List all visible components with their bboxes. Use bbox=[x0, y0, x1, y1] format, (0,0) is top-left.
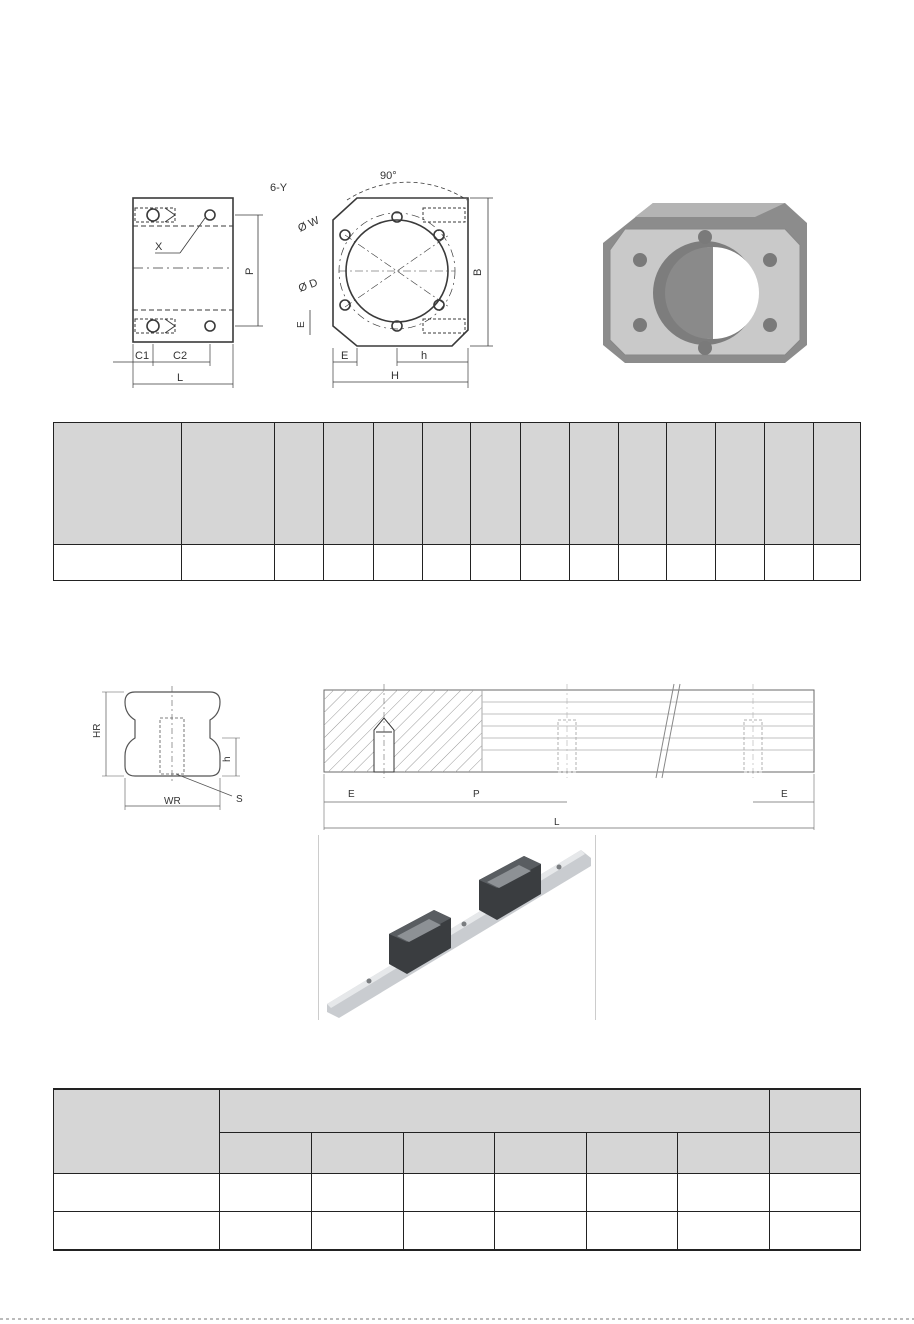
bearing-block-spec-table bbox=[53, 422, 861, 581]
table-cell bbox=[570, 545, 619, 581]
label-e-right: E bbox=[781, 789, 788, 800]
label-rail-h: h bbox=[222, 756, 233, 762]
table-cell bbox=[521, 545, 570, 581]
table-cell bbox=[619, 545, 667, 581]
header-cell bbox=[667, 423, 716, 545]
table-cell bbox=[716, 545, 765, 581]
header-cell bbox=[324, 423, 374, 545]
table-cell bbox=[765, 545, 814, 581]
table-cell bbox=[770, 1173, 861, 1211]
header-cell bbox=[770, 1089, 861, 1132]
table-cell bbox=[54, 1173, 220, 1211]
table-cell bbox=[220, 1211, 312, 1250]
label-w: Ø W bbox=[296, 214, 322, 235]
label-x: X bbox=[155, 241, 163, 253]
table-cell bbox=[324, 545, 374, 581]
table-cell bbox=[587, 1173, 678, 1211]
label-d: Ø D bbox=[296, 276, 320, 295]
header-cell bbox=[471, 423, 521, 545]
table-cell bbox=[54, 1211, 220, 1250]
header-cell bbox=[570, 423, 619, 545]
header-cell bbox=[619, 423, 667, 545]
rail-profile-drawing bbox=[80, 680, 270, 820]
header-cell bbox=[678, 1132, 770, 1173]
label-h: H bbox=[391, 370, 399, 382]
table-cell bbox=[404, 1211, 495, 1250]
label-e-left: E bbox=[348, 789, 355, 800]
label-b: B bbox=[472, 268, 484, 276]
table-cell bbox=[182, 545, 275, 581]
table-cell bbox=[374, 545, 423, 581]
table-cell bbox=[54, 545, 182, 581]
page-bottom-rule bbox=[0, 1318, 914, 1320]
header-cell bbox=[770, 1132, 861, 1173]
header-cell bbox=[814, 423, 861, 545]
front-view bbox=[310, 182, 493, 388]
table-cell bbox=[275, 545, 324, 581]
table-header-row bbox=[54, 423, 861, 545]
table-row bbox=[54, 1173, 861, 1211]
table-cell bbox=[404, 1173, 495, 1211]
table-cell bbox=[423, 545, 471, 581]
header-cell bbox=[275, 423, 324, 545]
header-cell bbox=[404, 1132, 495, 1173]
table-cell bbox=[312, 1211, 404, 1250]
label-rail-p: P bbox=[473, 789, 480, 800]
linear-guide-photo bbox=[319, 836, 593, 1019]
table-cell bbox=[495, 1211, 587, 1250]
table-row bbox=[54, 1211, 861, 1250]
table-cell bbox=[471, 545, 521, 581]
rail-spec-table bbox=[53, 1088, 861, 1251]
header-cell bbox=[374, 423, 423, 545]
table-cell bbox=[312, 1173, 404, 1211]
header-cell bbox=[54, 1089, 220, 1173]
label-l: L bbox=[177, 372, 184, 384]
header-cell bbox=[423, 423, 471, 545]
header-cell bbox=[587, 1132, 678, 1173]
table-row bbox=[54, 545, 861, 581]
label-6y: 6-Y bbox=[270, 182, 288, 194]
label-s: S bbox=[236, 794, 243, 805]
bearing-block-drawing bbox=[95, 160, 525, 400]
header-cell bbox=[765, 423, 814, 545]
header-cell bbox=[521, 423, 570, 545]
table-header-row bbox=[54, 1089, 861, 1132]
table-cell bbox=[587, 1211, 678, 1250]
header-cell bbox=[220, 1089, 770, 1132]
table-cell bbox=[814, 545, 861, 581]
header-cell bbox=[716, 423, 765, 545]
rail-length-drawing bbox=[318, 680, 823, 835]
label-e-vert: E bbox=[296, 321, 307, 328]
table-cell bbox=[495, 1173, 587, 1211]
label-c2: C2 bbox=[173, 350, 188, 362]
header-cell bbox=[220, 1132, 312, 1173]
label-rail-l: L bbox=[554, 817, 560, 828]
table-cell bbox=[678, 1211, 770, 1250]
table-cell bbox=[667, 545, 716, 581]
label-wr: WR bbox=[164, 796, 181, 807]
label-hr: HR bbox=[92, 723, 103, 738]
header-cell bbox=[312, 1132, 404, 1173]
table-cell bbox=[678, 1173, 770, 1211]
label-p: P bbox=[244, 267, 256, 275]
table-cell bbox=[220, 1173, 312, 1211]
label-h-small: h bbox=[421, 350, 428, 362]
table-cell bbox=[770, 1211, 861, 1250]
header-cell bbox=[182, 423, 275, 545]
bearing-block-photo bbox=[595, 195, 815, 370]
header-cell bbox=[495, 1132, 587, 1173]
label-e: E bbox=[341, 350, 349, 362]
header-cell bbox=[54, 423, 182, 545]
label-angle: 90° bbox=[380, 170, 397, 182]
label-c1: C1 bbox=[135, 350, 150, 362]
